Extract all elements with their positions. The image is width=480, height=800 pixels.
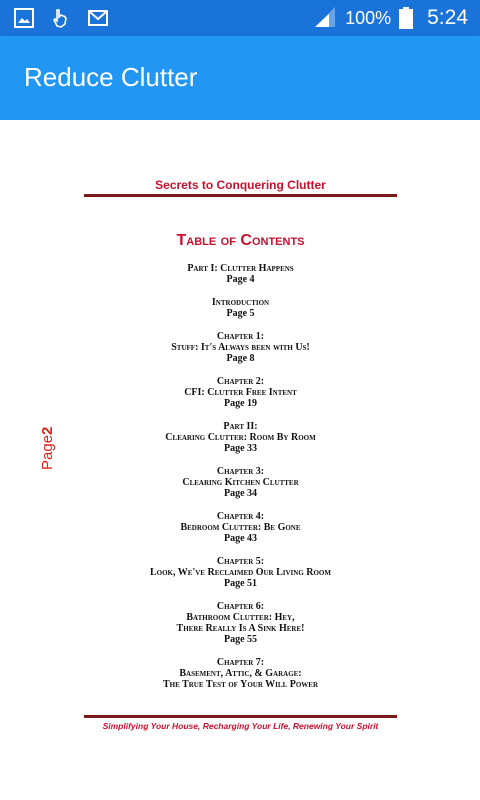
- toc-entry: [84, 331, 397, 364]
- toc-entry-line: The True Test of Your Will Power: [162, 679, 319, 690]
- toc-entry-line: Part I: Clutter Happens: [187, 263, 294, 274]
- document-page[interactable]: [0, 120, 480, 800]
- toc-entry: [84, 601, 397, 645]
- toc-entry-page: Page 5: [226, 308, 255, 319]
- toc-entry-line: Chapter 5:: [216, 556, 265, 567]
- clock: 5:24: [427, 6, 468, 29]
- toc-entry-line: Clearing Kitchen Clutter: [182, 477, 299, 488]
- toc-entry-page: Page 19: [223, 398, 258, 409]
- toc-entry: [84, 421, 397, 454]
- toc-entry-line: Part II:: [223, 421, 258, 432]
- page-number: 2: [39, 426, 56, 435]
- toc-entry-page: Page 55: [223, 634, 258, 645]
- toc-entry-line: Basement, Attic, & Garage:: [179, 668, 302, 679]
- battery-icon: [399, 7, 413, 29]
- toc-entry-line: Bathroom Clutter: Hey,: [186, 612, 295, 623]
- page-number-label: [39, 427, 56, 470]
- footer-rule: [84, 715, 397, 718]
- toc-entry-line: Look, We've Reclaimed Our Living Room: [149, 567, 331, 578]
- toc-entry: [84, 376, 397, 409]
- toc-entry: [84, 556, 397, 589]
- toc-entry-line: Chapter 2:: [216, 376, 265, 387]
- status-right: [313, 0, 468, 36]
- toc-entry: [84, 466, 397, 499]
- image-icon: [14, 8, 34, 28]
- battery-percent: 100%: [345, 7, 392, 28]
- toc-entry-line: Chapter 7:: [216, 657, 265, 668]
- toc-entry-page: Page 33: [223, 443, 258, 454]
- app-title: Reduce Clutter: [24, 62, 198, 92]
- document-footer: Simplifying Your House, Recharging Your Life, Renewing Your Spirit: [102, 721, 379, 731]
- toc-entry-line: Chapter 1:: [216, 331, 265, 342]
- toc-entry: [84, 657, 397, 690]
- toc-entry-line: Introduction: [211, 297, 270, 308]
- signal-icon: [313, 7, 337, 29]
- toc-entry-page: Page 51: [223, 578, 258, 589]
- toc-entry-line: CFI: Clutter Free Intent: [184, 387, 297, 398]
- gmail-icon: [88, 8, 108, 28]
- toc-entry: [84, 297, 397, 319]
- document-header: Secrets to Conquering Clutter: [155, 178, 326, 192]
- app-bar: [0, 36, 480, 120]
- toc-entry-line: Stuff: It's Always been with Us!: [171, 342, 310, 353]
- toc-entry-page: Page 8: [226, 353, 255, 364]
- toc-entry-line: Chapter 4:: [216, 511, 265, 522]
- toc-title: Table of Contents: [176, 232, 305, 249]
- status-bar: [0, 0, 480, 36]
- toc-entry-page: Page 43: [223, 533, 258, 544]
- toc-entry-line: Bedroom Clutter: Be Gone: [180, 522, 301, 533]
- toc-entry-line: Chapter 6:: [216, 601, 265, 612]
- header-rule: [84, 194, 397, 197]
- toc-entry-page: Page 4: [226, 274, 255, 285]
- table-of-contents: [84, 263, 397, 702]
- toc-entry: [84, 511, 397, 544]
- page-label: Page: [39, 434, 56, 470]
- hand-pointer-icon: [50, 8, 70, 28]
- toc-entry-page: Page 34: [223, 488, 258, 499]
- toc-entry-line: Chapter 3:: [216, 466, 265, 477]
- toc-entry-line: Clearing Clutter: Room By Room: [165, 432, 316, 443]
- toc-entry: [84, 263, 397, 285]
- toc-entry-line: There Really Is A Sink Here!: [176, 623, 305, 634]
